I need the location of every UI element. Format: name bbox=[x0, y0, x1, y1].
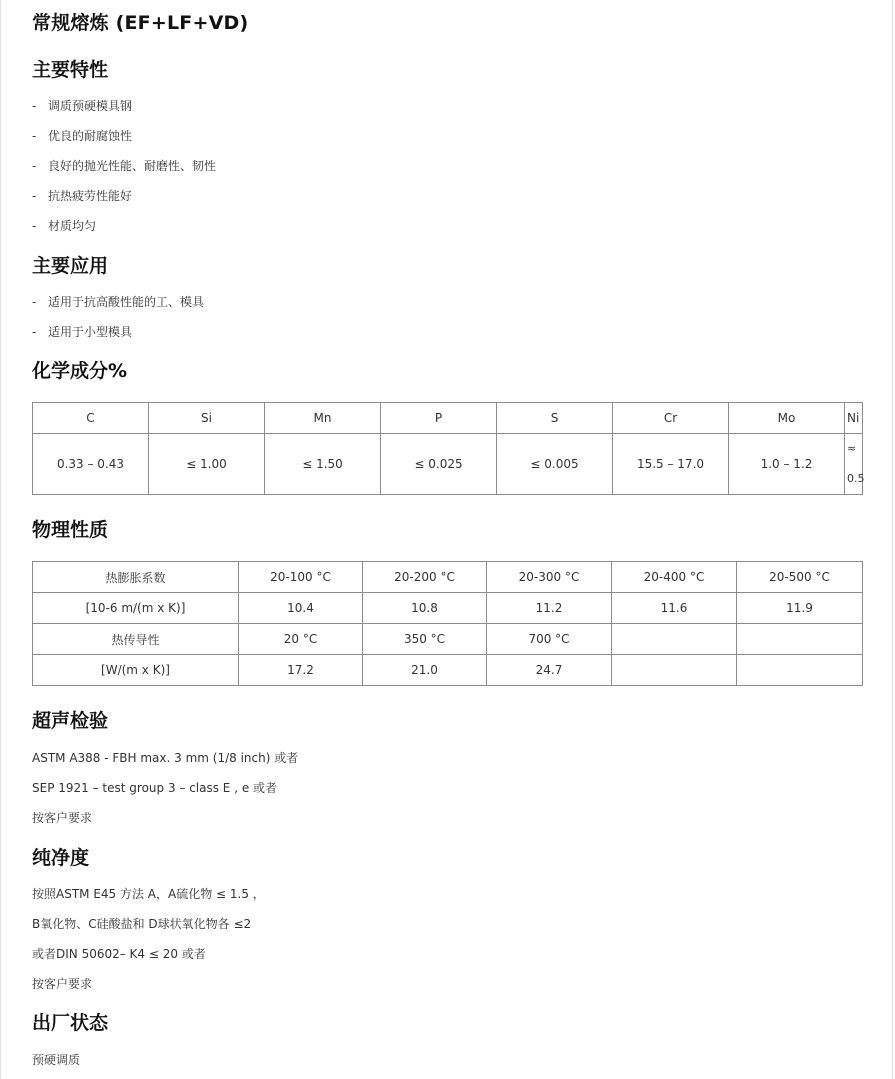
chemistry-heading: 化学成分% bbox=[32, 360, 128, 382]
table-cell: 350 °C bbox=[363, 624, 487, 655]
table-cell: 20-100 °C bbox=[239, 562, 363, 593]
table-cell: 20-300 °C bbox=[487, 562, 612, 593]
list-item bbox=[32, 157, 216, 174]
table-cell bbox=[737, 624, 863, 655]
table-header-cell: Mo bbox=[729, 403, 845, 434]
table-cell: 17.2 bbox=[239, 655, 363, 686]
paragraph-line: 按客户要求 bbox=[32, 811, 93, 825]
purity-heading: 纯净度 bbox=[32, 847, 90, 869]
physical-properties-table bbox=[32, 561, 863, 686]
table-cell: 1.0 – 1.2 bbox=[729, 434, 845, 495]
paragraph-line: 预硬调质 bbox=[32, 1053, 81, 1067]
table-header-cell: Mn bbox=[265, 403, 381, 434]
paragraph-line: 或者DIN 50602– K4 ≤ 20 或者 bbox=[32, 947, 206, 961]
table-cell: ≤ 0.005 bbox=[497, 434, 613, 495]
paragraph-line: 按客户要求 bbox=[32, 977, 93, 991]
list-item bbox=[32, 323, 132, 340]
list-item-text: 适用于抗高酸性能的工、模具 bbox=[48, 295, 205, 309]
table-cell: 11.9 bbox=[737, 593, 863, 624]
table-cell: ≈ 0.5 bbox=[845, 434, 863, 495]
table-cell: 10.4 bbox=[239, 593, 363, 624]
table-cell: [10-6 m/(m x K)] bbox=[33, 593, 239, 624]
list-item bbox=[32, 97, 132, 114]
table-cell: ≤ 0.025 bbox=[381, 434, 497, 495]
list-item bbox=[32, 127, 132, 144]
list-item bbox=[32, 217, 96, 234]
table-cell bbox=[612, 624, 737, 655]
table-cell: 11.6 bbox=[612, 593, 737, 624]
table-cell: 15.5 – 17.0 bbox=[613, 434, 729, 495]
table-cell: 10.8 bbox=[363, 593, 487, 624]
list-marker: - bbox=[32, 159, 37, 173]
delivery-heading: 出厂状态 bbox=[32, 1012, 109, 1034]
table-cell bbox=[737, 655, 863, 686]
table-cell: 热膨胀系数 bbox=[33, 562, 239, 593]
list-marker: - bbox=[32, 189, 37, 203]
paragraph-line: 按照ASTM E45 方法 A，A硫化物 ≤ 1.5 ， bbox=[32, 887, 265, 901]
table-cell: 热传导性 bbox=[33, 624, 239, 655]
paragraph-line: SEP 1921 – test group 3 – class E , e 或者 bbox=[32, 781, 278, 795]
list-item-text: 调质预硬模具钢 bbox=[48, 99, 133, 113]
paragraph-line: B氧化物、C硅酸盐和 D球状氧化物各 ≤2 bbox=[32, 917, 252, 931]
table-cell: [W/(m x K)] bbox=[33, 655, 239, 686]
chemical-composition-table bbox=[32, 402, 863, 495]
table-header-row bbox=[33, 403, 863, 434]
list-item-text: 良好的抛光性能、耐磨性、韧性 bbox=[48, 159, 217, 173]
physical-heading: 物理性质 bbox=[32, 519, 109, 541]
table-cell: 20-500 °C bbox=[737, 562, 863, 593]
table-cell: 20 °C bbox=[239, 624, 363, 655]
table-header-cell: P bbox=[381, 403, 497, 434]
list-item bbox=[32, 293, 204, 310]
list-item-text: 优良的耐腐蚀性 bbox=[48, 129, 133, 143]
table-cell bbox=[612, 655, 737, 686]
list-marker: - bbox=[32, 99, 37, 113]
table-cell: 0.33 – 0.43 bbox=[33, 434, 149, 495]
table-cell: 21.0 bbox=[363, 655, 487, 686]
table-cell: 20-400 °C bbox=[612, 562, 737, 593]
table-row bbox=[33, 562, 863, 593]
table-header-cell: C bbox=[33, 403, 149, 434]
table-header-cell: Ni bbox=[845, 403, 863, 434]
list-item bbox=[32, 187, 132, 204]
list-marker: - bbox=[32, 219, 37, 233]
applications-heading: 主要应用 bbox=[32, 255, 109, 277]
table-header-cell: S bbox=[497, 403, 613, 434]
table-cell: ≤ 1.00 bbox=[149, 434, 265, 495]
page-title: 常规熔炼 (EF+LF+VD) bbox=[32, 12, 249, 34]
paragraph-line: ASTM A388 - FBH max. 3 mm (1/8 inch) 或者 bbox=[32, 751, 299, 765]
table-row bbox=[33, 434, 863, 495]
table-row bbox=[33, 624, 863, 655]
list-item-text: 适用于小型模具 bbox=[48, 325, 133, 339]
table-cell: ≤ 1.50 bbox=[265, 434, 381, 495]
table-header-cell: Cr bbox=[613, 403, 729, 434]
ultrasonic-heading: 超声检验 bbox=[32, 710, 109, 732]
list-marker: - bbox=[32, 129, 37, 143]
features-heading: 主要特性 bbox=[32, 59, 109, 81]
table-row bbox=[33, 655, 863, 686]
list-marker: - bbox=[32, 295, 37, 309]
table-cell: 24.7 bbox=[487, 655, 612, 686]
list-marker: - bbox=[32, 325, 37, 339]
table-row bbox=[33, 593, 863, 624]
list-item-text: 材质均匀 bbox=[48, 219, 97, 233]
table-cell: 700 °C bbox=[487, 624, 612, 655]
table-cell: 11.2 bbox=[487, 593, 612, 624]
list-item-text: 抗热疲劳性能好 bbox=[48, 189, 133, 203]
table-header-cell: Si bbox=[149, 403, 265, 434]
table-cell: 20-200 °C bbox=[363, 562, 487, 593]
